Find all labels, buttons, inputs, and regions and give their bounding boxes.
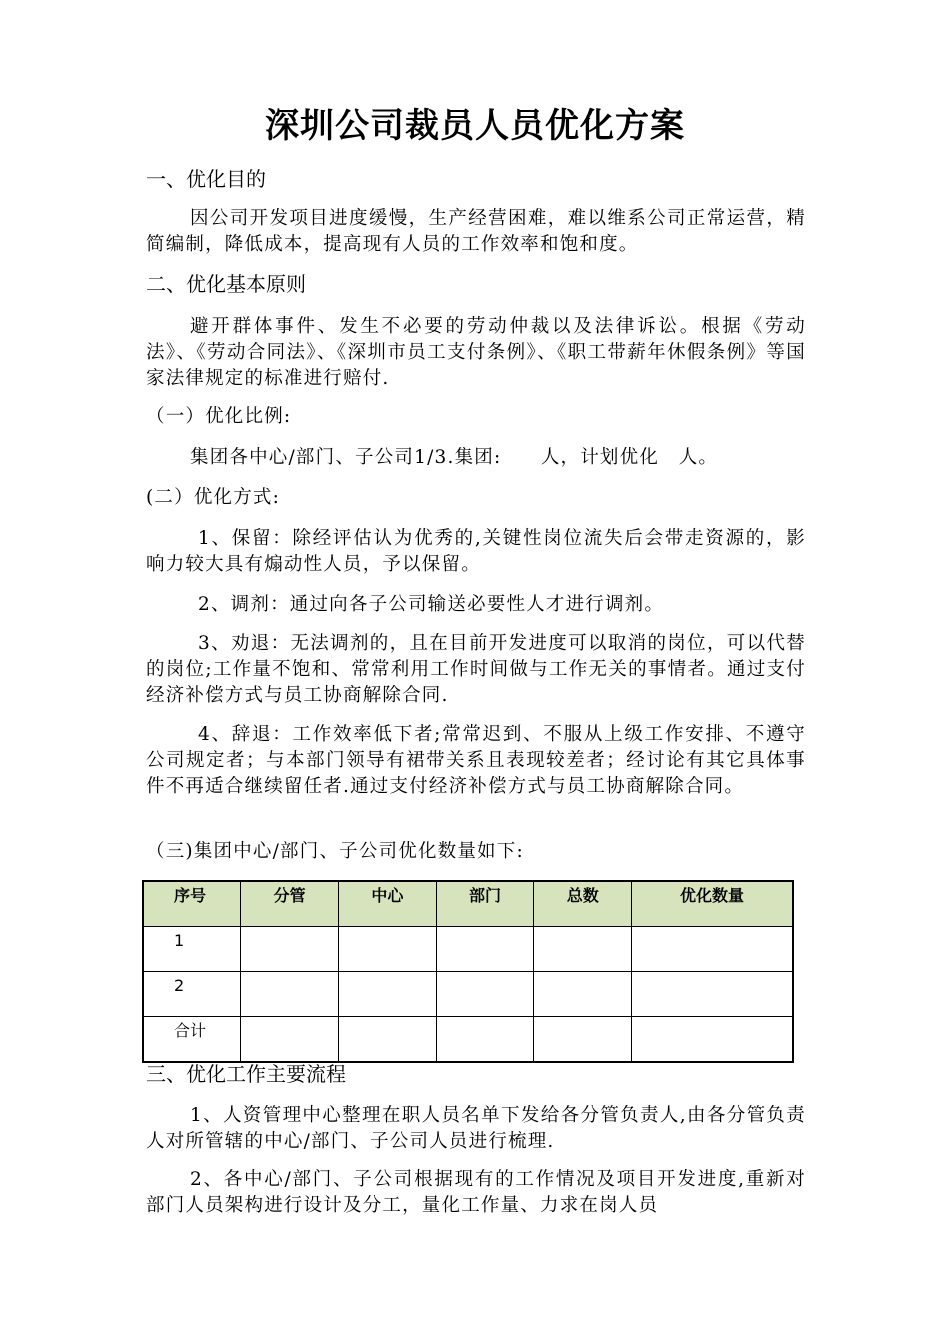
table-cell <box>534 972 632 1017</box>
table-cell <box>632 927 793 972</box>
table-cell <box>534 1017 632 1063</box>
section-3-heading: 三、优化工作主要流程 <box>146 1062 346 1086</box>
table-row <box>143 972 793 1017</box>
process-item-1: 1、人资管理中心整理在职人员名单下发给各分管负责人,由各分管负责人对所管辖的中心/部门、子公司人员进行梳理. <box>146 1105 806 1152</box>
section-2-paragraph: 避开群体事件、发生不必要的劳动仲裁以及法律诉讼。根据《劳动法》、《劳动合同法》、《深圳市员工支付条例》、《职工带薪年休假条例》等国家法律规定的标准进行赔付. <box>146 316 806 389</box>
subsection-2-heading: (二）优化方式: <box>146 487 281 508</box>
table-cell: 2 <box>143 972 241 1017</box>
document-title: 深圳公司裁员人员优化方案 <box>265 106 685 146</box>
table-cell <box>338 972 436 1017</box>
table-cell <box>241 1017 339 1063</box>
table-cell <box>632 972 793 1017</box>
subsection-1-heading: （一）优化比例: <box>146 406 292 427</box>
method-item-transfer: 2、调剂：通过向各子公司输送必要性人才进行调剂。 <box>198 594 665 615</box>
table-header-cell: 序号 <box>143 881 241 927</box>
table-header-cell: 分管 <box>241 881 339 927</box>
table-cell <box>436 972 534 1017</box>
table-cell <box>436 1017 534 1063</box>
table-header-cell: 总数 <box>534 881 632 927</box>
optimization-count-table <box>142 880 794 1063</box>
table-cell <box>338 1017 436 1063</box>
method-item-retain: 1、保留：除经评估认为优秀的,关键性岗位流失后会带走资源的，影响力较大具有煽动性人员，予以保留。 <box>146 528 806 575</box>
table-cell <box>534 927 632 972</box>
subsection-3-heading: （三)集团中心/部门、子公司优化数量如下: <box>146 841 524 862</box>
table-header-cell: 优化数量 <box>632 881 793 927</box>
table-cell: 1 <box>143 927 241 972</box>
table-cell <box>241 927 339 972</box>
table-row <box>143 927 793 972</box>
table-cell: 合计 <box>143 1017 241 1063</box>
table-cell <box>632 1017 793 1063</box>
table-cell <box>338 927 436 972</box>
table-header-cell: 部门 <box>436 881 534 927</box>
section-1-heading: 一、优化目的 <box>146 167 266 191</box>
method-item-dismiss: 4、辞退：工作效率低下者;常常迟到、不服从上级工作安排、不遵守公司规定者；与本部门领导有裙带关系且表现较差者；经讨论有其它具体事件不再适合继续留任者.通过支付经济补偿方式与员工协商解除合同。 <box>146 724 806 797</box>
subsection-1-paragraph: 集团各中心/部门、子公司1/3.集团: 人，计划优化 人。 <box>190 447 719 468</box>
table-header-row <box>143 881 793 927</box>
section-1-paragraph: 因公司开发项目进度缓慢，生产经营困难，难以维系公司正常运营，精简编制，降低成本，提高现有人员的工作效率和饱和度。 <box>146 208 806 255</box>
process-item-2: 2、各中心/部门、子公司根据现有的工作情况及项目开发进度,重新对部门人员架构进行设计及分工，量化工作量、力求在岗人员 <box>146 1169 806 1216</box>
table-cell <box>436 927 534 972</box>
table-cell <box>241 972 339 1017</box>
table-header-cell: 中心 <box>338 881 436 927</box>
method-item-persuade: 3、劝退：无法调剂的，且在目前开发进度可以取消的岗位，可以代替的岗位;工作量不饱和、常常利用工作时间做与工作无关的事情者。通过支付经济补偿方式与员工协商解除合同. <box>146 633 806 706</box>
table-row <box>143 1017 793 1063</box>
section-2-heading: 二、优化基本原则 <box>146 272 306 296</box>
